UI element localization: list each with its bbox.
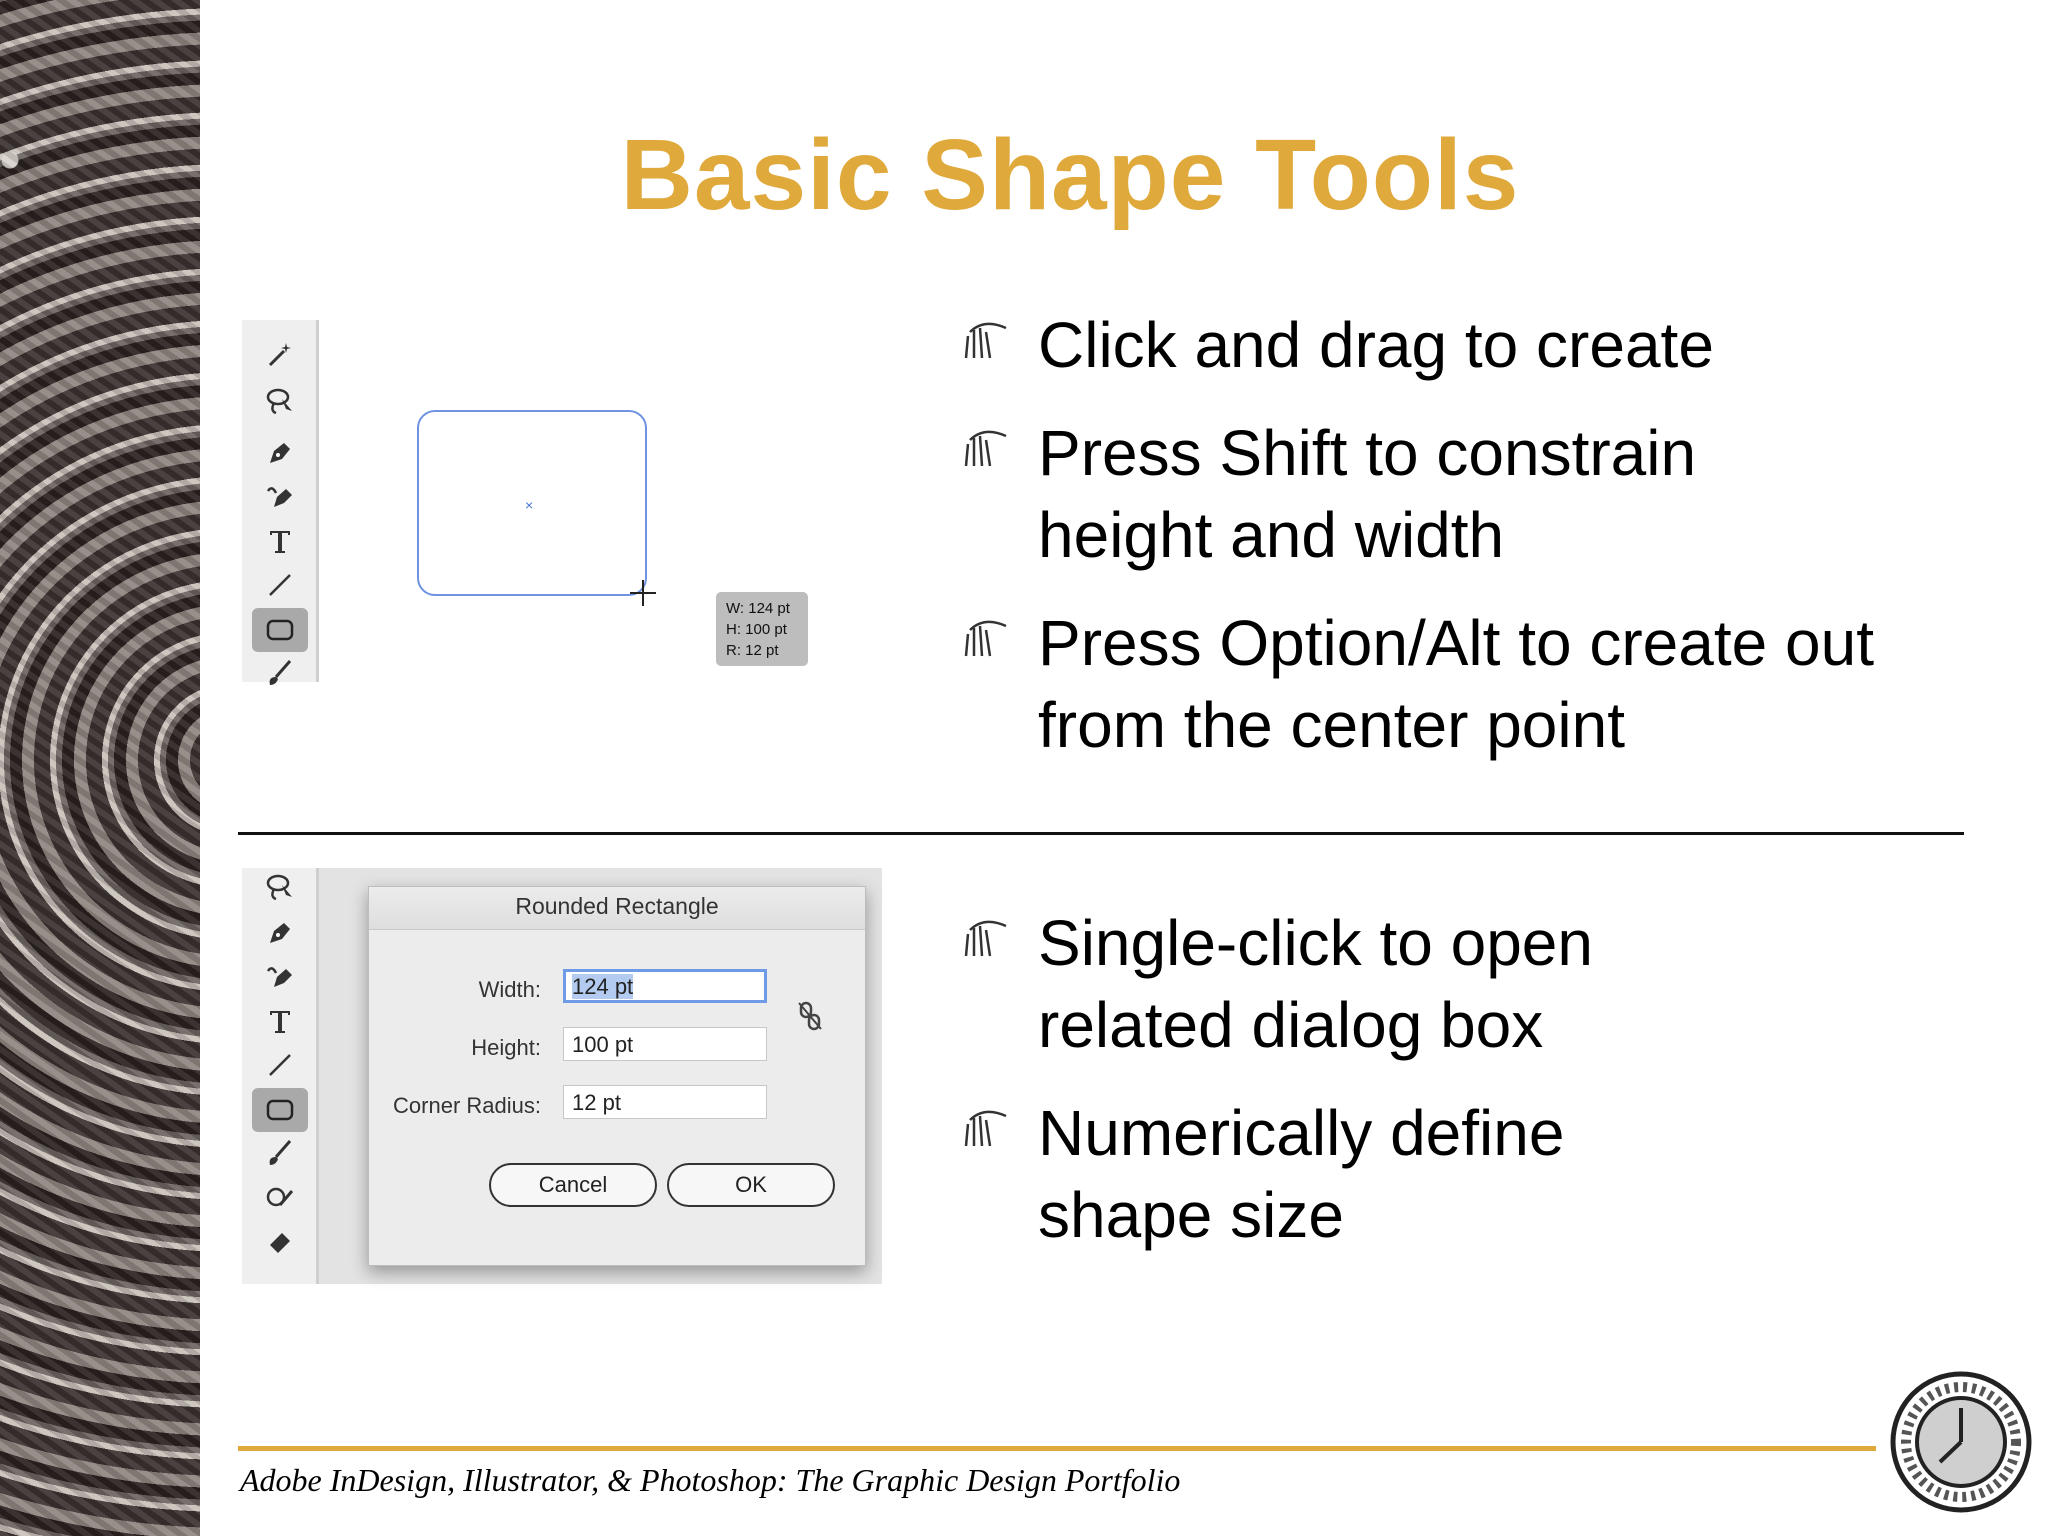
magic-wand-tool-icon[interactable]: [256, 336, 304, 374]
dialog-title: Rounded Rectangle: [515, 893, 719, 919]
rounded-rectangle-tool-icon[interactable]: [252, 608, 308, 652]
tooltip-width: W: 124 pt: [726, 600, 790, 617]
tooltip-radius: R: 12 pt: [726, 642, 779, 659]
hand-bullet-icon: [956, 1100, 1012, 1156]
height-label: Height:: [471, 1035, 541, 1060]
lasso-tool-icon[interactable]: [256, 382, 304, 420]
type-tool-icon[interactable]: [256, 1002, 304, 1040]
corner-radius-field[interactable]: 12 pt: [563, 1085, 767, 1119]
paintbrush-tool-icon[interactable]: [256, 654, 304, 692]
bullet-option-alt: [956, 602, 1996, 766]
pen-tool-icon[interactable]: [256, 914, 304, 952]
section-divider: [238, 832, 1964, 835]
bullet-text: Numerically define shape size: [1038, 1097, 1565, 1251]
eraser-tool-icon[interactable]: [256, 1222, 304, 1260]
lasso-tool-icon[interactable]: [256, 868, 304, 906]
tools-panel-top: [242, 320, 319, 682]
hand-bullet-icon: [956, 910, 1012, 966]
hand-bullet-icon: [956, 420, 1012, 476]
width-field[interactable]: [563, 969, 767, 1003]
pen-tool-icon[interactable]: [256, 434, 304, 472]
ok-button[interactable]: OK: [667, 1163, 835, 1207]
bullet-click-drag: [956, 304, 1996, 386]
bullet-single-click: [956, 902, 1956, 1066]
hand-bullet-icon: [956, 312, 1012, 368]
type-tool-icon[interactable]: [256, 522, 304, 560]
corner-radius-label: Corner Radius:: [393, 1093, 541, 1118]
bullet-text: Single-click to open related dialog box: [1038, 907, 1593, 1061]
bullet-text: Press Shift to constrain height and width: [1038, 417, 1697, 571]
against-the-clock-seal-logo: [1886, 1362, 2036, 1522]
staircase-photo: [0, 0, 200, 1536]
shaper-tool-icon[interactable]: [256, 1178, 304, 1216]
tools-panel-bottom: [242, 868, 319, 1284]
slide-title: Basic Shape Tools: [620, 119, 1520, 231]
height-field[interactable]: 100 pt: [563, 1027, 767, 1061]
bullet-shift-constrain: [956, 412, 1996, 576]
tooltip-height: H: 100 pt: [726, 621, 787, 638]
bullet-text: Click and drag to create: [1038, 309, 1714, 381]
width-label: Width:: [478, 977, 541, 1002]
cancel-button[interactable]: Cancel: [489, 1163, 657, 1207]
hand-bullet-icon: [956, 610, 1012, 666]
center-point-marker: ×: [525, 497, 534, 513]
curvature-pen-tool-icon[interactable]: [256, 958, 304, 996]
line-segment-tool-icon[interactable]: [256, 566, 304, 604]
footer-text: Adobe InDesign, Illustrator, & Photoshop: The Graphic Design Portfolio: [240, 1462, 1181, 1498]
bullet-numerically-define: [956, 1092, 1956, 1256]
rounded-rectangle-dialog: [368, 886, 866, 1266]
line-segment-tool-icon[interactable]: [256, 1046, 304, 1084]
constrain-proportions-link-icon[interactable]: [795, 999, 825, 1033]
footer-rule: [238, 1446, 1876, 1451]
width-value: 124 pt: [572, 974, 634, 999]
curvature-pen-tool-icon[interactable]: [256, 478, 304, 516]
bullet-text: Press Option/Alt to create out from the center point: [1038, 607, 1874, 761]
crosshair-cursor-icon: [628, 578, 658, 608]
paintbrush-tool-icon[interactable]: [256, 1134, 304, 1172]
rounded-rectangle-shape: [417, 410, 647, 596]
rounded-rectangle-tool-icon[interactable]: [252, 1088, 308, 1132]
size-tooltip: [716, 592, 808, 666]
